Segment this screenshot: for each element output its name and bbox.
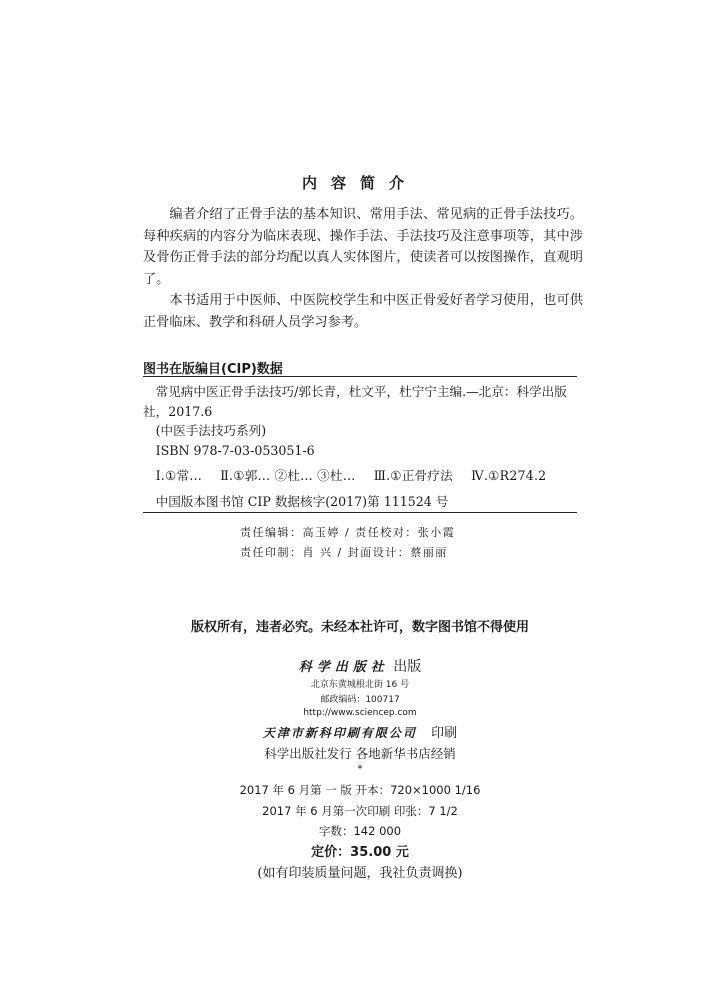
publisher-line: [0, 656, 720, 676]
printer-role: 印刷: [431, 726, 458, 741]
summary-title: 内容简介: [301, 174, 418, 192]
publisher-role: 出版: [393, 659, 422, 675]
word-count: 字数：142 000: [318, 824, 402, 838]
editor-credits-line-1: 责任编辑：高玉婷 / 责任校对：张小霞: [240, 526, 456, 539]
cip-class-2: Ⅱ.①郭… ②杜… ③杜…: [220, 468, 356, 483]
distribution-line: 科学出版社发行 各地新华书店经销: [264, 746, 456, 761]
separator-star: *: [357, 764, 363, 775]
cip-top-rule: [143, 376, 577, 377]
cip-body: [143, 382, 583, 486]
cip-class-3: Ⅲ.①正骨疗法: [373, 468, 453, 483]
summary-paragraph-2: 本书适用于中医师、中医院校学生和中医正骨爱好者学习使用，也可供正骨临床、教学和科研人员学习参考。: [143, 293, 583, 330]
cip-title-line: 常见病中医正骨手法技巧/郭长青，杜文平，杜宁宁主编.—北京：科学出版社，2017.6: [143, 384, 567, 419]
cip-isbn-line: ISBN 978-7-03-053051-6: [155, 442, 315, 458]
cip-header: 图书在版编目(CIP)数据: [143, 362, 283, 377]
publisher-postcode: 邮政编码：100717: [320, 695, 400, 705]
cip-bottom-rule: [143, 512, 577, 513]
copyright-notice: 版权所有，违者必究。未经本社许可，数字图书馆不得使用: [190, 620, 529, 635]
editor-credits-line-2: 责任印制：肖 兴 / 封面设计：蔡丽丽: [240, 546, 448, 559]
publisher-address: 北京东黄城根北街 16 号: [310, 680, 410, 690]
price: 定价：35.00 元: [311, 845, 409, 860]
cip-class-4: Ⅳ.①R274.2: [471, 468, 547, 483]
printer-name: 天津市新科印刷有限公司: [262, 726, 417, 740]
publisher-name: 科学出版社: [298, 660, 389, 675]
quality-notice: (如有印装质量问题，我社负责调换): [257, 866, 463, 881]
editor-credits: [240, 523, 455, 563]
cip-series-line: (中医手法技巧系列): [155, 423, 267, 438]
printer-line: [0, 722, 720, 741]
summary-body: [143, 204, 583, 333]
cip-footer: 中国版本图书馆 CIP 数据核字(2017)第 111524 号: [155, 494, 449, 509]
publisher-url: http://www.sciencep.com: [303, 708, 417, 718]
summary-paragraph-1: 编者介绍了正骨手法的基本知识、常用手法、常见病的正骨手法技巧。每种疾病的内容分为临床表现、操作手法、手法技巧及注意事项等，其中涉及骨伤正骨手法的部分均配以真人实体图片，使读者可以按图操作，直观明了。: [143, 207, 583, 287]
edition-line-1: 2017 年 6 月第 一 版 开本：720×1000 1/16: [239, 783, 481, 797]
edition-line-2: 2017 年 6 月第一次印刷 印张：7 1/2: [262, 804, 458, 818]
cip-class-1: Ⅰ.①常…: [155, 468, 203, 483]
cip-classification: [143, 466, 583, 486]
